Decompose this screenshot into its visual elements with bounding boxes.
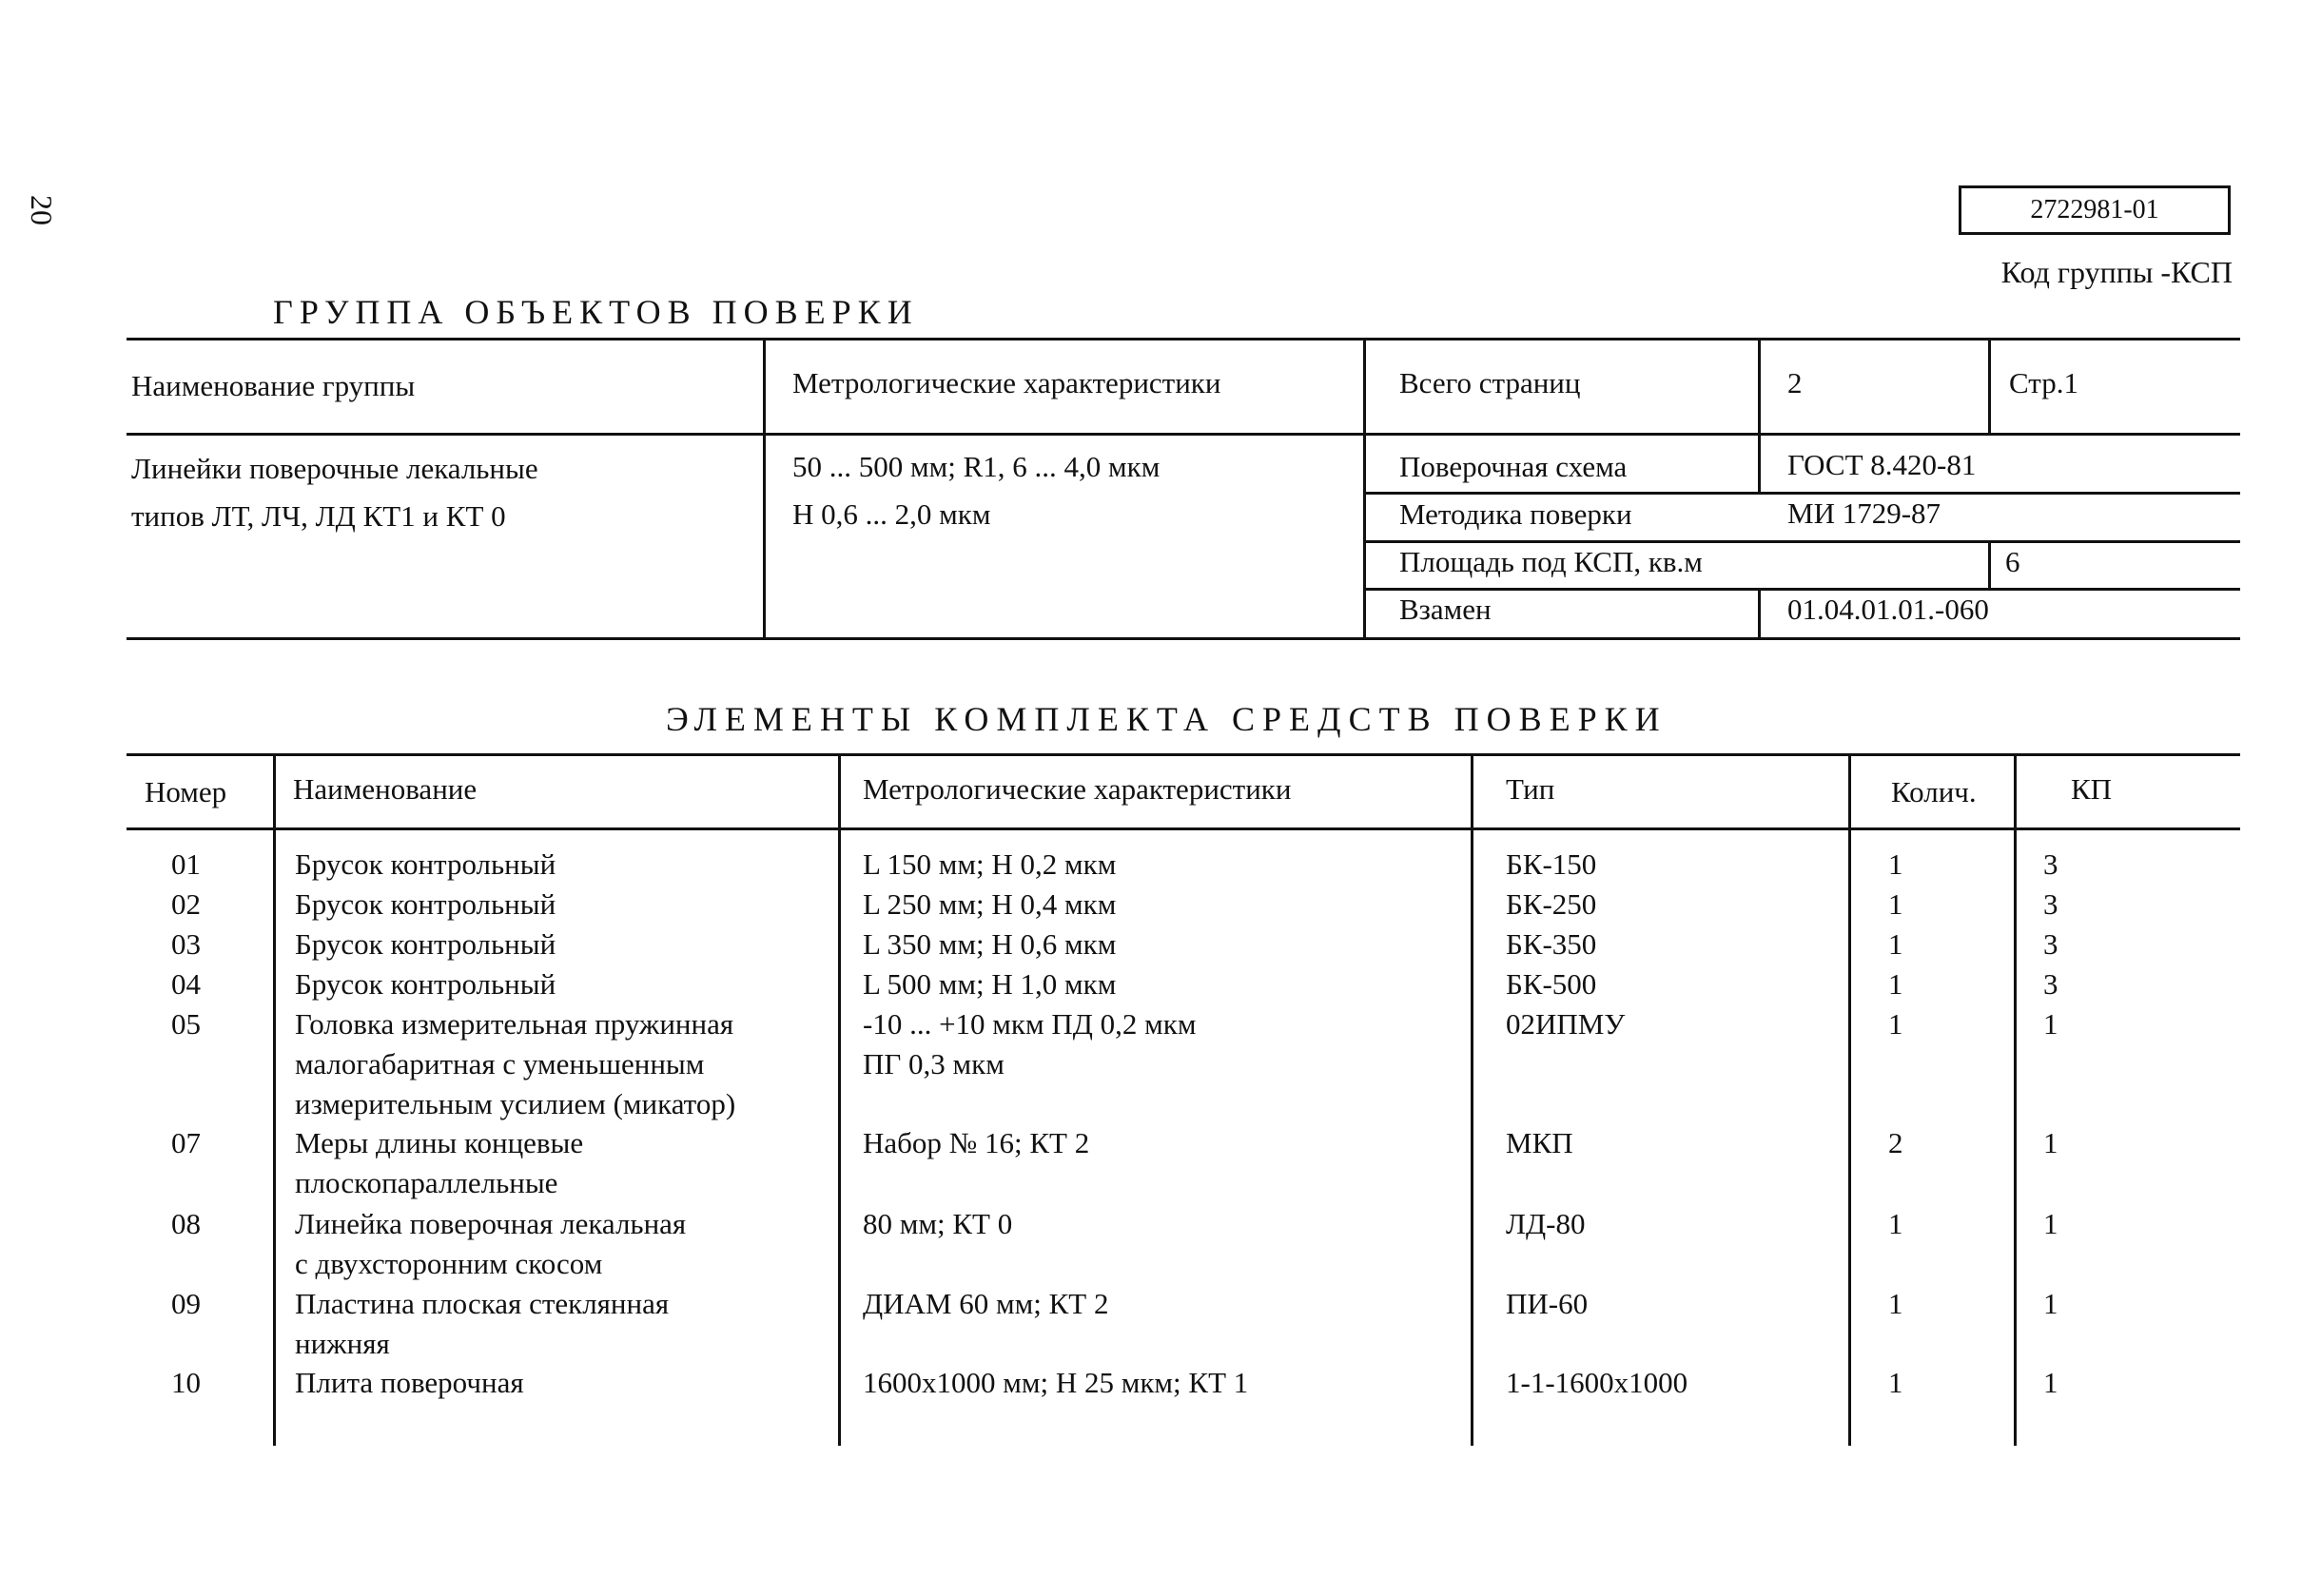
item-kp: 3 — [2043, 847, 2058, 881]
header-name: Наименование — [293, 772, 478, 806]
item-metrology: L 350 мм; Н 0,6 мкм — [863, 927, 1117, 961]
item-type: БК-350 — [1506, 927, 1597, 961]
page-number: 20 — [25, 195, 59, 225]
table1-col-line — [1363, 338, 1366, 637]
total-pages-value: 2 — [1787, 366, 1803, 399]
table2-col-line — [1471, 753, 1473, 1446]
item-metrology: ПГ 0,3 мкм — [863, 1047, 1005, 1080]
table2-header-line — [127, 827, 2240, 830]
header-quantity: Колич. — [1891, 775, 1977, 808]
table1-col-line — [1988, 540, 1991, 588]
group-code-label: Код группы -КСП — [2000, 255, 2233, 289]
area-label: Площадь под КСП, кв.м — [1399, 545, 1703, 578]
section1-title: ГРУППА ОБЪЕКТОВ ПОВЕРКИ — [273, 293, 919, 331]
item-number: 09 — [171, 1287, 201, 1320]
item-type: 02ИПМУ — [1506, 1007, 1626, 1041]
table1-col-line — [1758, 588, 1761, 637]
item-metrology: -10 ... +10 мкм ПД 0,2 мкм — [863, 1007, 1197, 1041]
metro-line2: Н 0,6 ... 2,0 мкм — [792, 497, 991, 531]
table2-top-line — [127, 753, 2240, 756]
item-name: Меры длины концевые — [295, 1126, 584, 1159]
item-kp: 1 — [2043, 1207, 2058, 1240]
header-kp: КП — [2071, 772, 2113, 806]
area-value: 6 — [2005, 545, 2020, 578]
item-number: 03 — [171, 927, 201, 961]
item-type: ЛД-80 — [1506, 1207, 1586, 1240]
item-type: 1-1-1600х1000 — [1506, 1366, 1688, 1399]
table2-col-line — [1848, 753, 1851, 1446]
item-quantity: 1 — [1888, 1007, 1903, 1041]
item-kp: 3 — [2043, 967, 2058, 1001]
item-type: МКП — [1506, 1126, 1573, 1159]
scheme-value: ГОСТ 8.420-81 — [1787, 448, 1977, 481]
item-number: 01 — [171, 847, 201, 881]
item-number: 08 — [171, 1207, 201, 1240]
item-name: нижняя — [295, 1327, 390, 1360]
item-kp: 1 — [2043, 1126, 2058, 1159]
item-quantity: 1 — [1888, 847, 1903, 881]
item-name: Брусок контрольный — [295, 847, 556, 881]
item-name: Плита поверочная — [295, 1366, 524, 1399]
replace-value: 01.04.01.01.-060 — [1787, 593, 1989, 626]
replace-label: Взамен — [1399, 593, 1492, 626]
item-quantity: 1 — [1888, 1366, 1903, 1399]
method-value: МИ 1729-87 — [1787, 496, 1941, 530]
item-name: с двухсторонним скосом — [295, 1247, 603, 1280]
item-name: Головка измерительная пружинная — [295, 1007, 734, 1041]
item-metrology: 80 мм; КТ 0 — [863, 1207, 1013, 1240]
header-metrology: Метрологические характеристики — [863, 772, 1292, 806]
item-type: БК-150 — [1506, 847, 1597, 881]
item-quantity: 1 — [1888, 1207, 1903, 1240]
item-quantity: 1 — [1888, 927, 1903, 961]
item-metrology: L 250 мм; Н 0,4 мкм — [863, 887, 1117, 921]
table1-top-line — [127, 338, 2240, 341]
table2-col-line — [2014, 753, 2017, 1446]
item-name: Брусок контрольный — [295, 927, 556, 961]
item-name: плоскопараллельные — [295, 1166, 558, 1199]
item-type: БК-500 — [1506, 967, 1597, 1001]
item-type: БК-250 — [1506, 887, 1597, 921]
table1-col-line — [1988, 338, 1991, 433]
header-type: Тип — [1506, 772, 1555, 806]
item-kp: 1 — [2043, 1366, 2058, 1399]
item-number: 07 — [171, 1126, 201, 1159]
item-name: Линейка поверочная лекальная — [295, 1207, 687, 1240]
section2-title: ЭЛЕМЕНТЫ КОМПЛЕКТА СРЕДСТВ ПОВЕРКИ — [666, 700, 1668, 738]
item-name: Брусок контрольный — [295, 967, 556, 1001]
method-label: Методика поверки — [1399, 497, 1632, 531]
table1-col-line — [1758, 338, 1761, 495]
header-number: Номер — [145, 775, 227, 808]
item-type: ПИ-60 — [1506, 1287, 1589, 1320]
group-name-line2: типов ЛТ, ЛЧ, ЛД КТ1 и КТ 0 — [131, 499, 506, 533]
item-kp: 3 — [2043, 887, 2058, 921]
table1-col-line — [763, 338, 766, 637]
item-metrology: L 150 мм; Н 0,2 мкм — [863, 847, 1117, 881]
item-metrology: Набор № 16; КТ 2 — [863, 1126, 1090, 1159]
page-label: Стр.1 — [2009, 366, 2078, 399]
item-number: 02 — [171, 887, 201, 921]
item-kp: 3 — [2043, 927, 2058, 961]
item-number: 04 — [171, 967, 201, 1001]
item-name: Пластина плоская стеклянная — [295, 1287, 670, 1320]
item-number: 10 — [171, 1366, 201, 1399]
item-metrology: 1600х1000 мм; Н 25 мкм; КТ 1 — [863, 1366, 1249, 1399]
item-number: 05 — [171, 1007, 201, 1041]
item-quantity: 1 — [1888, 1287, 1903, 1320]
item-kp: 1 — [2043, 1007, 2058, 1041]
item-quantity: 1 — [1888, 967, 1903, 1001]
group-name-line1: Линейки поверочные лекальные — [131, 452, 538, 485]
table2-col-line — [273, 753, 276, 1446]
item-name: измерительным усилием (микатор) — [295, 1087, 736, 1120]
item-kp: 1 — [2043, 1287, 2058, 1320]
item-metrology: L 500 мм; Н 1,0 мкм — [863, 967, 1117, 1001]
item-metrology: ДИАМ 60 мм; КТ 2 — [863, 1287, 1109, 1320]
total-pages-label: Всего страниц — [1399, 366, 1581, 399]
metrology-header: Метрологические характеристики — [792, 366, 1221, 399]
group-name-header: Наименование группы — [131, 369, 416, 402]
item-name: Брусок контрольный — [295, 887, 556, 921]
item-quantity: 2 — [1888, 1126, 1903, 1159]
scheme-label: Поверочная схема — [1399, 450, 1628, 483]
metro-line1: 50 ... 500 мм; R1, 6 ... 4,0 мкм — [792, 450, 1161, 483]
table1-bottom-line — [127, 637, 2240, 640]
table2-col-line — [838, 753, 841, 1446]
table1-header-line — [127, 433, 2240, 436]
item-quantity: 1 — [1888, 887, 1903, 921]
item-name: малогабаритная с уменьшенным — [295, 1047, 705, 1080]
document-code-box: 2722981-01 — [1959, 185, 2231, 235]
